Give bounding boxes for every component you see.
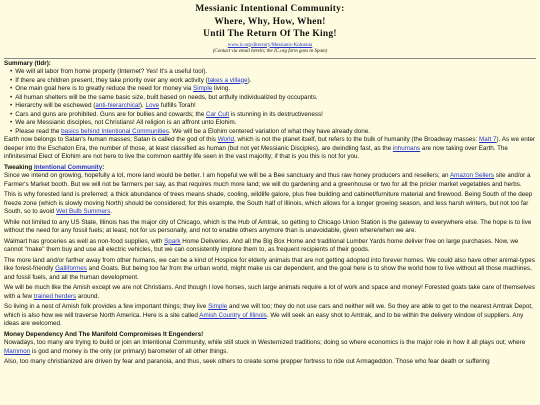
tweaking-paragraph-4: Walmart has groceries as well as non-food supplies, with Spark Home Deliveries. And all the Big Box Home and traditional Lumber Yards home deliver free on large purchases. Now, we cannot "make" them buy and use all electric vehicles, but we can consistently implore them to, as frequent recipients of their goods.	[4, 237, 519, 253]
page-header	[4, 3, 536, 59]
list-item: • All human shelters will be the same basic size, built based on needs, but artfully individualized by occupants.	[10, 94, 536, 103]
header-divider	[4, 58, 536, 59]
tweaking-paragraph-3: While not limited to any US State, Illinois has the major city of Chicago, which is the Hub of Amtrak, so getting to Chicago Union Station is the gateway to everywhere else. The hope is to live without the need for any fossil fuels; at least, not for us personally, and not to enable others anymore than is unavoidable, given where/when we are.	[4, 218, 532, 234]
simple-link-2[interactable]: Simple	[208, 303, 228, 310]
tweaking-paragraph-6: We will be much like the Amish except we are not Christians. And though I love horses, such large animals require a lot of work and space and money! Forested goats take care of themselves with a few trained herders around.	[4, 284, 535, 300]
list-item: • If there are children present, they take priority over any work activity (takes a village).	[10, 77, 536, 86]
anti-hierarchical-link[interactable]: anti-hierarchical	[95, 102, 140, 109]
simple-link[interactable]: Simple	[193, 85, 213, 92]
amish-country-link[interactable]: Amish Country of Illinois	[199, 311, 267, 319]
money-paragraph-2: Also, too many christianized are driven by fear and paranoia, and thus, seek others to create some prepper fortress to ride out Armageddon. Those who fear death or suffering	[4, 358, 490, 365]
spark-link[interactable]: Spark	[164, 237, 181, 245]
mammon-link[interactable]: Mammon	[4, 347, 31, 355]
trained-herders-link[interactable]: trained herders	[33, 292, 77, 300]
tweaking-paragraph-7: So living in a nest of Amish folk provides a few important things; they live Simple and we will too; they do not use cars and neither will we. So they are able to get to the nearest Amtrak Depot, which is also how we will traverse North America. Here is a site called Amish Country of Illinois. We will seek an easy shot to Amtrak, and to be within the delivery window of suppliers. Any ideas are welcomed.	[4, 303, 533, 327]
summary-list	[4, 68, 536, 136]
list-item: • Please read the basics behind Intentional Communities. We will be a Elohim centered variation of what they have already done.	[10, 128, 536, 137]
title-line-2: Where, Why, How, When!	[214, 16, 326, 27]
summary-heading: Summary (tldr):	[4, 59, 51, 67]
intentional-community-link[interactable]: Intentional Community	[33, 163, 103, 171]
list-item: • One main goal here is to greatly reduce the need for money via Simple living.	[10, 85, 536, 94]
world-link[interactable]: World	[217, 136, 235, 143]
ic-basics-link[interactable]: basics behind Intentional Communities	[61, 127, 169, 135]
tweaking-heading: Tweaking Intentional Community:	[4, 163, 105, 171]
amazon-sellers-link[interactable]: Amazon Sellers	[449, 172, 495, 179]
matt7-link[interactable]: Matt 7	[479, 136, 497, 143]
galliformes-link[interactable]: Galliformes	[55, 265, 87, 272]
car-cult-link[interactable]: Car Cult	[205, 110, 230, 118]
wet-bulb-summers-link[interactable]: Wet Bulb Summers	[56, 208, 111, 215]
directory-link[interactable]: www.ic.org/directory/Messianic-Koinonia	[227, 42, 313, 48]
money-heading: Money Dependency And The Manifold Compromises It Engenders!	[4, 330, 204, 338]
takes-a-village-link[interactable]: takes a village	[207, 76, 248, 84]
tweaking-paragraph-5: The more land and/or farther away from other humans, we can be a kind of Hospice for elderly animals that are not getting adopted into forever homes. We could also have other animal-types like forest-friendly Galliformes and Goats. But being too far from the urban world, might make us car dependent, and the goal here is to show the world how to live without all those machines, and fossil fuels, and all the human development.	[4, 256, 535, 281]
list-item: • Hierarchy will be eschewed (anti-hierarchical). Love fulfills Torah!	[10, 102, 536, 111]
contact-note: (Contact via email herein; the IC.org form goes to Spam)	[212, 49, 328, 54]
money-paragraph-1: Nowadays, too many are trying to build or join an Intentional Community, while still stuck in Westernized traditions; doing so where economics is the major role in how it all plays out; where Mammon is god and money is the only (or primary) barometer of all other things.	[4, 339, 526, 355]
inhumans-link[interactable]: inhumans	[392, 144, 421, 152]
tweaking-paragraph-1: Since we intend on growing, hopefully a lot, more land would be better. I am hopeful we will be a Bee sanctuary and thus raw honey producers and resellers; an Amazon Sellers site and/or a Farmer's Market booth. But we will not be farmers per say, as that requires much more land; we will do gardening and a greenhouse or two for all the pricier market vegetables and herbs.	[4, 172, 531, 188]
love-link[interactable]: Love	[145, 102, 160, 109]
list-item: • We will all labor from home property (Internet? Yes! It's a useful tool).	[10, 68, 536, 77]
list-item: • Cars and guns are prohibited. Guns are for bullies and cowards; the Car Cult is stunning in its destructiveness!	[10, 111, 536, 120]
tweaking-paragraph-2: This is why forested land is preferred; a thick abundance of trees means shade, cooling, wildlife galore, plus free building and cabinet/furniture material and firewood. Being South of the deep freeze zone (which is slowly moving North) should be considered; for this example, the South half of Illinois, which allows for a longer growing season, and less harsh winters, but not too far South, so to avoid Wet Bulb Summers.	[4, 191, 533, 215]
title-line-1: Messianic Intentional Community:	[195, 4, 345, 14]
title-line-3: Until The Return Of The King!	[203, 29, 337, 39]
list-item: • We are Messianic disciples, not Christians! All religion is an affront unto Elohim.	[10, 119, 536, 128]
summary-paragraph: Earth now belongs to Satan's human masses; Satan is called the god of this World, which is not the planet itself, but refers to the bulk of humanity (the Broadway masses: Matt 7). As we enter deeper into the Eschaton Era, the number of those, at least classified as human (but not yet Messianic Disciples), are dwindling fast, as the inhumans are now taking over Earth. The infinitesimal Elect of Elohim are not here to live the common earthly life seen in the vast majority; if that is you this is not for you.	[4, 136, 536, 160]
page-title	[4, 3, 536, 41]
